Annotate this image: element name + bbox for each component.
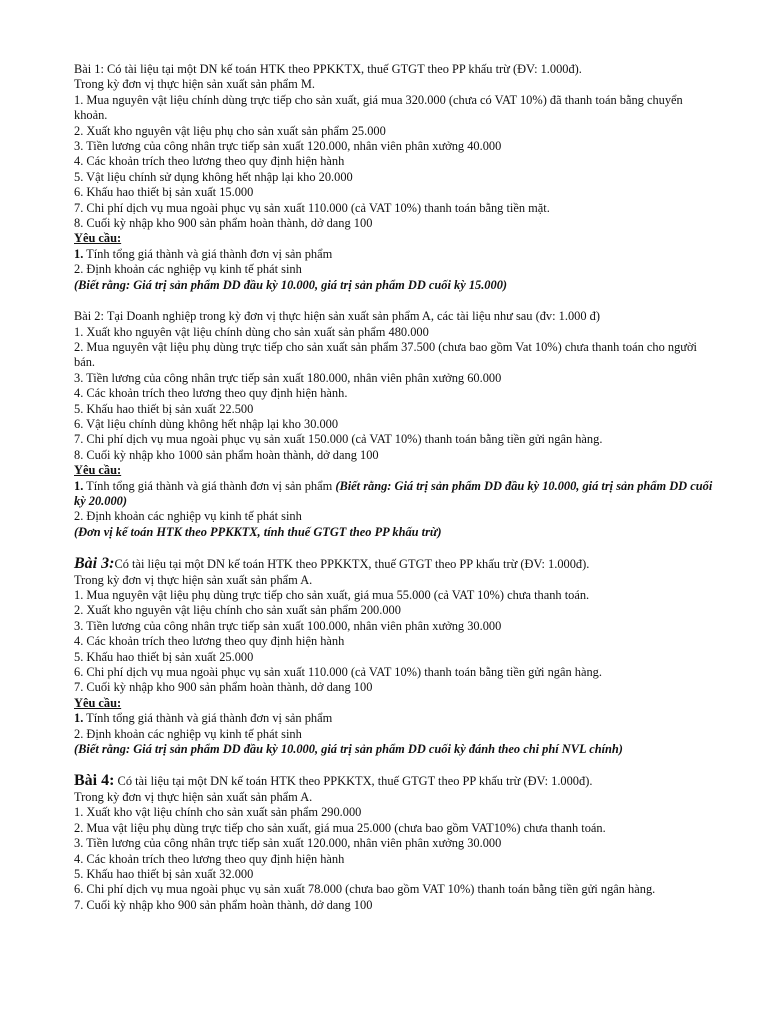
exercise-1-item-7: 7. Chi phí dịch vụ mua ngoài phục vụ sản xuất 110.000 (cả VAT 10%) thanh toán bằng tiền mặt.: [74, 200, 550, 215]
exercise-2-requirement-1-number: 1.: [74, 478, 84, 493]
exercise-3-item-2: 2. Xuất kho nguyên vật liệu chính cho sản xuất sản phẩm 200.000: [74, 603, 401, 618]
exercise-spacer: [74, 540, 718, 556]
exercise-4-intro-text: Có tài liệu tại một DN kế toán HTK theo PPKKTX, thuế GTGT theo PP khấu trừ (ĐV: 1.000đ).: [114, 774, 593, 789]
exercise-4-intro: [74, 773, 718, 789]
exercise-1-note: (Biết rằng: Giá trị sản phẩm DD đầu kỳ 10.000, giá trị sản phẩm DD cuối kỳ 15.000): [74, 277, 508, 292]
exercise-3-item-4: 4. Các khoản trích theo lương theo quy định hiện hành: [74, 634, 345, 649]
exercise-2: [74, 309, 718, 540]
exercise-4-item-4: 4. Các khoản trích theo lương theo quy định hiện hành: [74, 851, 345, 866]
exercise-1-title: Bài 1: [74, 62, 101, 76]
exercise-3-intro: [74, 556, 718, 572]
exercise-1-intro2: Trong kỳ đơn vị thực hiện sản xuất sản phẩm M.: [74, 77, 315, 92]
exercise-3-item-5: 5. Khấu hao thiết bị sản xuất 25.000: [74, 649, 254, 664]
exercise-1-intro-text: : Có tài liệu tại một DN kế toán HTK theo PPKKTX, thuế GTGT theo PP khấu trừ (ĐV: 1.000đ).: [100, 62, 582, 76]
exercise-3-requirements-heading: Yêu cầu:: [74, 695, 122, 710]
exercise-2-item-3: 3. Tiền lương của công nhân trực tiếp sản xuất 180.000, nhân viên phân xưởng 60.000: [74, 370, 502, 385]
exercise-1: [74, 62, 718, 293]
exercise-3-requirement-1-number: 1.: [74, 711, 84, 726]
exercise-1-item-6: 6. Khấu hao thiết bị sản xuất 15.000: [74, 185, 254, 200]
exercise-3-requirement-1: [74, 711, 718, 726]
exercise-1-intro: [74, 62, 718, 77]
exercise-3-item-1: 1. Mua nguyên vật liệu phụ dùng trực tiếp cho sản xuất, giá mua 55.000 (cả VAT 10%) chưa thanh toán.: [74, 588, 590, 602]
exercise-2-item-8: 8. Cuối kỳ nhập kho 1000 sản phẩm hoàn thành, dở dang 100: [74, 447, 379, 462]
exercise-4-title: Bài 4:: [74, 772, 115, 790]
exercise-3-requirement-2: 2. Định khoản các nghiệp vụ kinh tế phát sinh: [74, 726, 302, 741]
exercise-2-requirements-heading: Yêu cầu:: [74, 463, 122, 478]
exercise-3-note: (Biết rằng: Giá trị sản phẩm DD đầu kỳ 10.000, giá trị sản phẩm DD cuối kỳ đánh theo chi phí NVL chính): [74, 742, 623, 757]
exercise-2-item-4: 4. Các khoản trích theo lương theo quy định hiện hành.: [74, 386, 348, 401]
exercise-2-requirement-1-text: Tính tổng giá thành và giá thành đơn vị sản phẩm: [83, 478, 336, 493]
exercise-3-title: Bài 3:: [74, 555, 115, 573]
exercise-1-requirement-1-number: 1.: [74, 246, 84, 261]
exercise-2-item-6: 6. Vật liệu chính dùng không hết nhập lại kho 30.000: [74, 416, 339, 431]
exercise-3-item-7: 7. Cuối kỳ nhập kho 900 sản phẩm hoàn thành, dở dang 100: [74, 680, 373, 695]
exercise-spacer: [74, 757, 718, 773]
exercise-1-requirement-2: 2. Định khoản các nghiệp vụ kinh tế phát sinh: [74, 262, 302, 277]
exercise-4-item-6: 6. Chi phí dịch vụ mua ngoài phục vụ sản xuất 78.000 (chưa bao gồm VAT 10%) thanh toán bằng tiền gửi ngân hàng.: [74, 882, 656, 897]
exercise-2-note: (Đơn vị kế toán HTK theo PPKKTX, tính thuế GTGT theo PP khấu trừ): [74, 524, 442, 539]
exercise-2-item-1: 1. Xuất kho nguyên vật liệu chính dùng cho sản xuất sản phẩm 480.000: [74, 324, 429, 339]
exercise-spacer: [74, 293, 718, 309]
exercise-3-intro-text: Có tài liệu tại một DN kế toán HTK theo PPKKTX, thuế GTGT theo PP khấu trừ (ĐV: 1.000đ).: [114, 557, 590, 572]
exercise-3-requirement-1-text: Tính tổng giá thành và giá thành đơn vị sản phẩm: [83, 711, 333, 726]
exercise-4-item-1: 1. Xuất kho vật liệu chính cho sản xuất sản phẩm 290.000: [74, 805, 362, 820]
exercise-1-item-2: 2. Xuất kho nguyên vật liệu phụ cho sản xuất sản phẩm 25.000: [74, 123, 386, 138]
document-page: [74, 62, 718, 913]
exercise-3: [74, 556, 718, 757]
exercise-4-intro2: Trong kỳ đơn vị thực hiện sản xuất sản phẩm A.: [74, 789, 313, 804]
exercise-4-item-5: 5. Khấu hao thiết bị sản xuất 32.000: [74, 866, 254, 881]
exercise-2-requirement-1-note: (Biết rằng: Giá trị sản phẩm DD đầu kỳ 10.000, giá trị sản phẩm DD cuối kỳ 20.000): [74, 478, 713, 508]
exercise-2-item-5: 5. Khấu hao thiết bị sản xuất 22.500: [74, 401, 254, 416]
exercise-3-intro2: Trong kỳ đơn vị thực hiện sản xuất sản phẩm A.: [74, 572, 313, 587]
exercise-1-requirement-1: [74, 247, 718, 262]
exercise-1-item-3: 3. Tiền lương của công nhân trực tiếp sản xuất 120.000, nhân viên phân xưởng 40.000: [74, 139, 502, 154]
exercise-4: [74, 773, 718, 913]
exercise-2-item-2: 2. Mua nguyên vật liệu phụ dùng trực tiếp cho sản xuất sản phẩm 37.500 (chưa bao gồm Vat 10%) chưa thanh toán cho người bán.: [74, 339, 697, 370]
exercise-1-item-8: 8. Cuối kỳ nhập kho 900 sản phẩm hoàn thành, dở dang 100: [74, 216, 373, 231]
exercise-1-requirement-1-text: Tính tổng giá thành và giá thành đơn vị sản phẩm: [83, 246, 333, 261]
exercise-1-item-5: 5. Vật liệu chính sử dụng không hết nhập lại kho 20.000: [74, 169, 353, 184]
exercise-3-item-3: 3. Tiền lương của công nhân trực tiếp sản xuất 100.000, nhân viên phân xưởng 30.000: [74, 618, 502, 633]
exercise-1-item-4: 4. Các khoản trích theo lương theo quy định hiện hành: [74, 154, 345, 169]
exercise-2-requirement-2: 2. Định khoản các nghiệp vụ kinh tế phát sinh: [74, 509, 302, 524]
exercise-4-item-2: 2. Mua vật liệu phụ dùng trực tiếp cho sản xuất, giá mua 25.000 (chưa bao gồm VAT10%) chưa thanh toán.: [74, 820, 606, 835]
exercise-2-item-7: 7. Chi phí dịch vụ mua ngoài phục vụ sản xuất 150.000 (cả VAT 10%) thanh toán bằng tiền gửi ngân hàng.: [74, 432, 603, 447]
exercise-1-requirements-heading: Yêu cầu:: [74, 231, 122, 246]
exercise-3-item-6: 6. Chi phí dịch vụ mua ngoài phục vụ sản xuất 110.000 (cả VAT 10%) thanh toán bằng tiền gửi ngân hàng.: [74, 665, 602, 680]
exercise-4-item-3: 3. Tiền lương của công nhân trực tiếp sản xuất 120.000, nhân viên phân xưởng 30.000: [74, 836, 502, 851]
exercise-2-intro: Bài 2: Tại Doanh nghiệp trong kỳ đơn vị thực hiện sản xuất sản phẩm A, các tài liệu như sau (đv: 1.000 đ): [74, 309, 600, 324]
exercise-2-requirement-1: [74, 479, 718, 510]
exercise-1-item-1: 1. Mua nguyên vật liệu chính dùng trực tiếp cho sản xuất, giá mua 320.000 (chưa có VAT 10%) đã thanh toán bằng chuyển khoản.: [74, 92, 683, 123]
exercise-4-item-7: 7. Cuối kỳ nhập kho 900 sản phẩm hoàn thành, dở dang 100: [74, 897, 373, 912]
